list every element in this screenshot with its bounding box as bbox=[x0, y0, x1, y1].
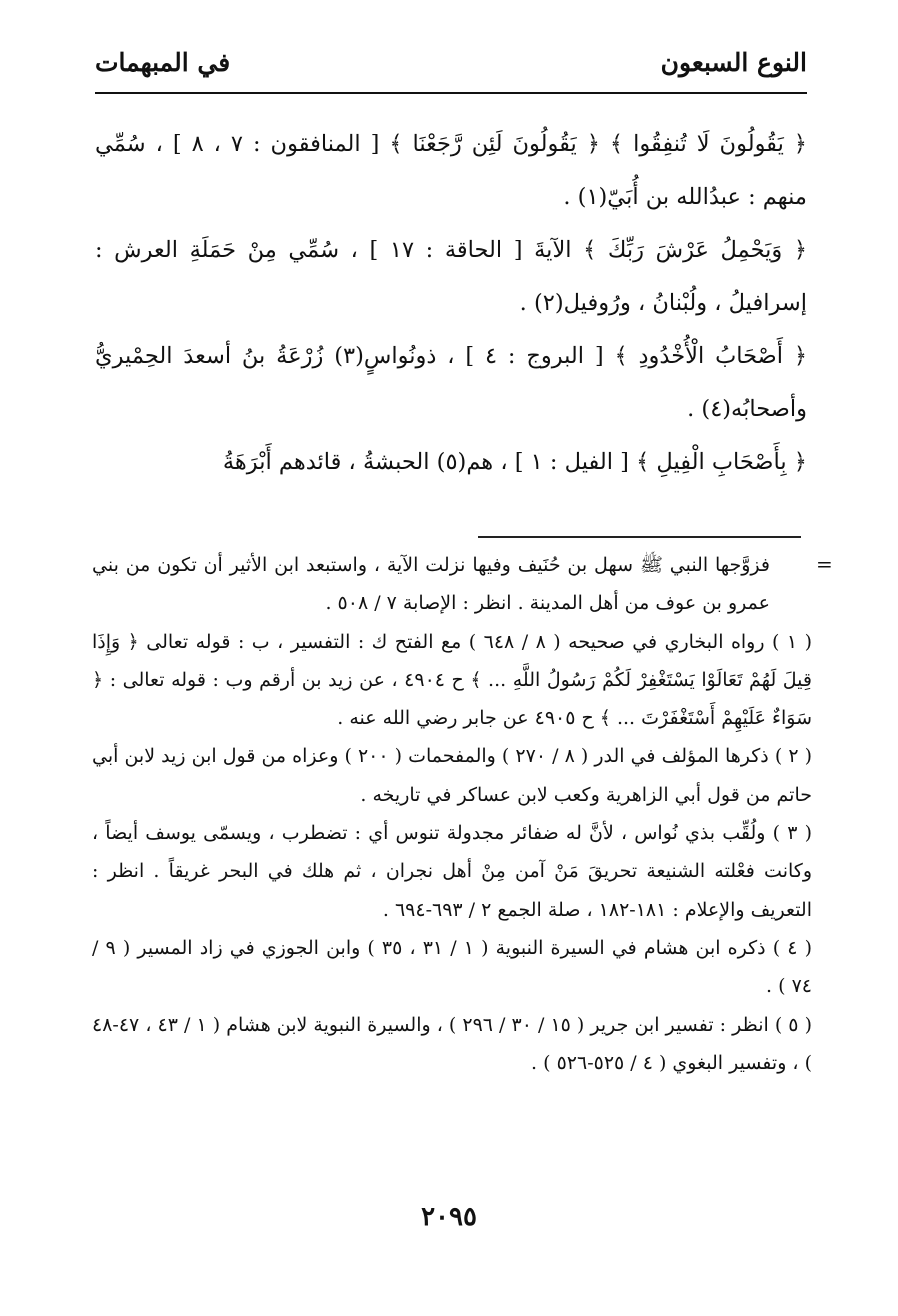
footnote-text: ولُقِّب بذي نُواس ، لأنَّ له ضفائر مجدولة تنوس أي : تضطرب ، ويسمّى يوسف أيضاً ، وكانت فعْلته الشنيعة تحريقَ مَنْ آمن مِنْ أهل نجران ، ثم هلك في البحر غريقاً . انظر : التعريف والإعلام : ١٨١-١٨٢ ، صلة الجمع ٢ / ٦٩٣-٦٩٤ . bbox=[92, 822, 812, 921]
quran-verse: ﴿ أَصْحَابُ الْأُخْدُودِ ﴾ bbox=[614, 343, 808, 369]
footnote-divider bbox=[478, 536, 801, 538]
header-divider bbox=[95, 92, 807, 94]
footnote-number: ( ٤ ) bbox=[772, 936, 812, 959]
footnote-text: انظر : تفسير ابن جرير ( ١٥ / ٣٠ / ٢٩٦ ) ، والسيرة النبوية لابن هشام ( ١ / ٤٣ ، ٤٧-٤٨ ) ، وتفسير البغوي ( ٤ / ٥٢٥-٥٢٦ ) . bbox=[92, 1013, 812, 1074]
footnote-text: رواه البخاري في صحيحه ( ٨ / ٦٤٨ ) مع الفتح ك : التفسير ، ب : قوله تعالى ﴿ وَإِذَا قِيلَ لَهُمْ تَعَالَوْا يَسْتَغْفِرْ لَكُمْ رَسُولُ اللَّهِ ... ﴾ ح ٤٩٠٤ ، عن زيد بن أرقم وب : قوله تعالى : ﴿ سَوَاءٌ عَلَيْهِمْ أَسْتَغْفَرْتَ ... ﴾ ح ٤٩٠٥ عن جابر رضي الله عنه . bbox=[92, 630, 812, 730]
paragraph bbox=[95, 224, 807, 330]
quran-verse: ﴿ يَقُولُونَ لَا تُنفِقُوا ﴾ ﴿ يَقُولُونَ لَئِن رَّجَعْنَا ﴾ bbox=[389, 131, 807, 157]
footnote-number: ( ٣ ) bbox=[772, 822, 813, 845]
section-title: في المبهمات bbox=[95, 48, 231, 77]
footnote bbox=[92, 1006, 812, 1083]
paragraph-text: [ المنافقون : ٧ ، ٨ ] ، سُمِّي منهم : عبدُالله بن أُبَيّ(١) . bbox=[95, 131, 807, 210]
paragraph bbox=[95, 118, 807, 224]
footnote bbox=[92, 623, 812, 738]
footnote-continuation-marker: = bbox=[816, 552, 833, 576]
quran-verse: ﴿ وَيَحْمِلُ عَرْشَ رَبِّكَ ﴾ bbox=[583, 237, 808, 263]
footnote bbox=[92, 814, 812, 929]
footnote-number: ( ٥ ) bbox=[774, 1013, 812, 1036]
footnote-number: ( ١ ) bbox=[772, 630, 813, 653]
footnote bbox=[92, 929, 812, 1006]
paragraph-text: [ الفيل : ١ ] ، هم(٥) الحبشةُ ، قائدهم أَبْرَهَةُ bbox=[222, 449, 637, 475]
paragraph-text: [ البروج : ٤ ] ، ذونُواسٍ(٣) زُرْعَةُ بنُ أسعدَ الحِمْيريُّ وأصحابُه(٤) . bbox=[95, 343, 807, 422]
running-header bbox=[95, 40, 807, 84]
quran-verse: ﴿ بِأَصْحَابِ الْفِيلِ ﴾ bbox=[636, 449, 807, 475]
paragraph bbox=[95, 330, 807, 436]
footnote-text: ذكره ابن هشام في السيرة النبوية ( ١ / ٣١ ، ٣٥ ) وابن الجوزي في زاد المسير ( ٩ / ٧٤ ) . bbox=[92, 936, 812, 998]
main-text bbox=[95, 118, 807, 489]
footnote bbox=[92, 737, 812, 814]
paragraph bbox=[95, 436, 807, 489]
paragraph-text: الآيةَ [ الحاقة : ١٧ ] ، سُمِّي مِنْ حَمَلَةِ العرش : إسرافيلُ ، ولُبْنانُ ، ورُوفيل(٢) . bbox=[95, 237, 807, 316]
page-number: ٢٠٩٥ bbox=[421, 1202, 477, 1232]
footnote-text: ذكرها المؤلف في الدر ( ٨ / ٢٧٠ ) والمفحمات ( ٢٠٠ ) وعزاه من قول ابن زيد لابن أبي حاتم من قول أبي الزاهرية وكعب لابن عساكر في تاريخه . bbox=[92, 745, 812, 806]
chapter-title: النوع السبعون bbox=[660, 48, 807, 77]
footnotes bbox=[92, 546, 812, 1082]
footnote-continuation: فزوَّجها النبي ﷺ سهل بن حُنَيف وفيها نزلت الآية ، واستبعد ابن الأثير أن تكون من بني عمرو بن عوف من أهل المدينة . انظر : الإصابة ٧ / ٥٠٨ . bbox=[92, 554, 770, 615]
footnote-number: ( ٢ ) bbox=[774, 745, 813, 768]
